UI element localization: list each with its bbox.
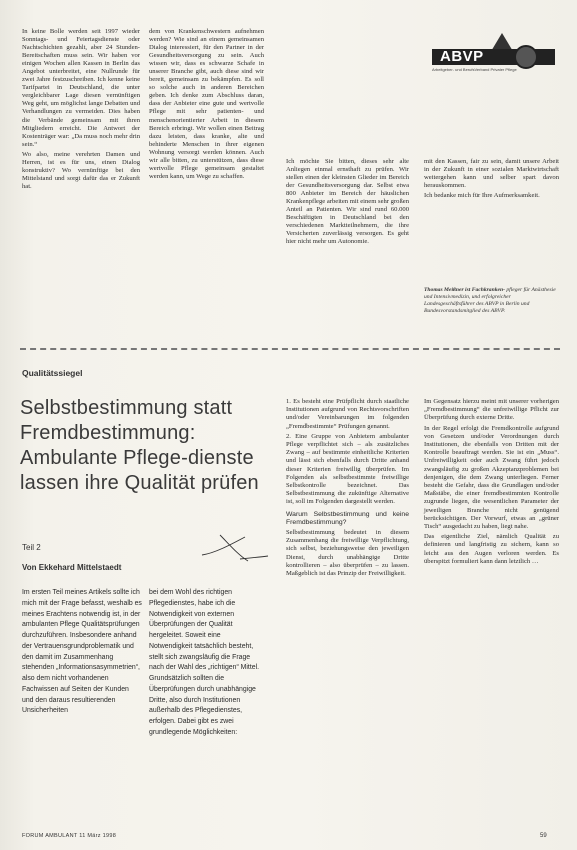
pen-stroke-signature: [200, 525, 270, 565]
article-author: Von Ekkehard Mittelstaedt: [22, 563, 122, 572]
paragraph: bei dem Wohl des richtigen Pflegedienstes, habe ich die Notwendigkeit von externen Überprüfungen der Qualität hergeleitet. Soweit eine Notwendigkeit tatsächlich besteht, stellt sich zwangsläufig die Frage nach der Wahl des „richtigen“ Mittel. Grundsätzlich sollten die Überprüfungen durch unabhängige Dritte, also durch Institutionen außerhalb des Pflegedienstes, erfolgen. Dabei gibt es zwei grundlegende Möglichkeiten:: [149, 589, 260, 736]
paragraph: mit den Kassen, fair zu sein, damit unsere Arbeit in der Zukunft in einer sozialen Marktwirtschaft weitergehen kann und selber spart davon herauskommen.: [424, 158, 559, 190]
paragraph: 1. Es besteht eine Prüfpflicht durch staatliche Institutionen aufgrund von Rechtsvorschriften und/oder Vereinbarungen im folgenden „Fremdbestimmte“ Prüfungen genannt.: [286, 398, 409, 430]
top-column-3: [286, 158, 409, 249]
paragraph: Das eigentliche Ziel, nämlich Qualität zu definieren und langfristig zu sichern, kann so leicht aus den Augen verloren werden. Es überspitzt formuliert kann dann letztlich …: [424, 533, 559, 565]
article-subheading: Warum Selbstbestimmung und keine Fremdbestimmung?: [286, 510, 409, 526]
footer-publication: FORUM AMBULANT 11 März 1998: [22, 833, 117, 839]
section-divider: [20, 348, 560, 350]
paragraph: Im ersten Teil meines Artikels sollte ich mich mit der Frage befasst, weshalb es meines Erachtens notwendig ist, in der ambulanten Pflege Qualitätsprüfungen durchzuführen. Insbesondere anhand der Vertrauensgrundproblematik und den damit im Zusammenhang stehenden „Informationsasymmetrien“, also dem nicht vorhandenen Fachwissen auf Seiten der Kunden und den daraus resultierenden Unsicherheiten: [22, 589, 142, 715]
article-headline: Selbstbestimmung statt Fremdbestimmung: Ambulante Pflege-dienste lassen ihre Qualität prüfen: [20, 397, 259, 494]
article-column-4: [424, 398, 559, 568]
paragraph: In keine Bolle werden seit 1997 wieder Sonntags- und Feiertagsdienste oder Nachtschichten gezahlt, aber 24 Stunden-Bereitschaften muss sein. Wir haben vor einigen Wochen allen Kassen in Berlin das Angebot unterbreitet, eine Nullrunde für zwei Jahre festzuschreiben. Ich kenne keine Tarifpartei in Deutschland, die unter vergleichbarer Lage diesen vernünftigen Weg geht, um möglichst lange Debatten und Verhandlungen zu vermeiden. Dies haben die Verbände gemeinsam mit ihren Mitgliedern erreicht. Die Antwort der Kostenträger war: „Da muss noch mehr drin sein.“: [22, 28, 140, 148]
top-column-1: [22, 28, 140, 193]
logo-subtitle: Arbeitgeber- und BerufsVerband Privater Pflege: [432, 67, 517, 72]
article-part: Teil 2: [22, 543, 41, 552]
paragraph: dem von Krankenschwestern aufnehmen werden? Wie sind an einem gemeinsamen Dialog interessiert, für den Partner in der Gesundheitsversorgung zu sein. Auch wissen wir, dass es schwarze Schafe in unserer Branche gibt, auch diese sind wir bereit, gemeinsam zu bekämpfen. Es soll so solche auch in anderen Bereichen geben. Ich denke zum Abschluss daran, dass der Anbieter eine gute und wertvolle Pflege mit sehr patienten- und menschenorientierter Arbeit in diesem Bereich erbringt. Wir wollen einen Beitrag dazu leisten, dass kranke, alte und behinderte Menschen in ihrer eigenen Wohnung versorgt werden können. Auch wir alle bitten, zu unterstützen, dass diese wertvolle Pflege gemeinsam gestaltet werden kann, um Wege zu schaffen.: [149, 28, 264, 180]
author-bio: [424, 287, 559, 315]
paragraph: Ich bedanke mich für Ihre Aufmerksamkeit.: [424, 192, 540, 200]
logo-circle-icon: [514, 45, 538, 69]
abvp-logo: [432, 33, 555, 73]
top-column-2: [149, 28, 264, 183]
article-column-1: [22, 588, 142, 719]
paragraph: In der Regel erfolgt die Fremdkontrolle aufgrund von Gesetzen und/oder Verordnungen durch Institutionen, die ebenfalls von Dritten mit der Kontrolle beauftragt werden. Sie ist ein „Muss“. Unfreiwilligkeit oder auch Zwang führt jedoch zwangsläufig zu großen Akzeptanzproblemen bei denjenigen, die dem Zwang unterliegen. Ferner besteht die Gefahr, dass die Grundlagen und/oder Maßstäbe, die einer fremdbestimmten Kontrolle zugrunde liegen, die wesentlichen Parameter der jeweiligen Branche nicht genügend berücksichtigen. Der Vorwurf, etwas an „grüner Tisch“ ausgedacht zu haben, liegt nahe.: [424, 424, 559, 531]
logo-text: ABVP: [440, 48, 484, 65]
top-column-4: [424, 158, 559, 202]
page-number: 59: [540, 833, 547, 839]
article-column-2: [149, 588, 264, 741]
paragraph: Im Gegensatz hierzu meint mit unserer vorherigen „Fremdbestimmung“ die unfreiwillige Pflicht zur Überprüfung durch externe Dritte.: [424, 398, 559, 422]
bio-text: pfleger für Anästhesie und Intensivmedizin, und erfolgreicher Landesgeschäftsführer des ABVP in Berlin und Bundesvorstandsmitglied des ABVP.: [424, 287, 556, 314]
article-column-3: [286, 398, 409, 580]
section-kicker: Qualitätssiegel: [22, 368, 83, 378]
bio-name: Thomas Meißner ist Fachkranken-: [424, 287, 505, 293]
paragraph: Selbstbestimmung bedeutet in diesem Zusammenhang die freiwillige Verpflichtung, sich selbst, beziehungsweise den jeweiligen Dienst, durch unabhängige Dritte kontrollieren – also überprüfen – zu lassen. Maßgeblich ist das Prinzip der Freiwilligkeit.: [286, 529, 409, 578]
paragraph: Ich möchte Sie bitten, dieses sehr alte Anliegen einmal ernsthaft zu prüfen. Wir stellen einen der kleinsten Glieder im Bereich der Gesundheitsversorgung dar. Selbst etwa 800 Anbieter im Bereich der häuslichen Krankenpflege arbeiten mit einem sehr großen Anteil an Patienten. Wir sind rund 60.000 Beschäftigten in Deutschland bei den verschiedenen Marktteilnehmern, die ihre Versicherten zuverlässig versorgen. Es geht hier nicht mehr um Autonomie.: [286, 158, 409, 246]
paragraph: 2. Eine Gruppe von Anbietern ambulanter Pflege verpflichtet sich – als zusätzliches Zwang – auf bestimmte einheitliche Kriterien und lässt sich ebenfalls durch Dritte anhand dieser Kriterien freiwillig überprüfen. Im Folgenden als selbstbestimmte freiwillige Selbstkontrolle bezeichnet. Das Selbstbestimmung die zukünftige Alternative ist, soll im Folgenden dargestellt werden.: [286, 432, 409, 506]
paragraph: Wo also, meine verehrten Damen und Herren, ist es für uns, einen Dialog konstruktiv? Wo vernünftige bei den Mittelstand und sorgt dafür das er Zukunft hat.: [22, 150, 140, 190]
